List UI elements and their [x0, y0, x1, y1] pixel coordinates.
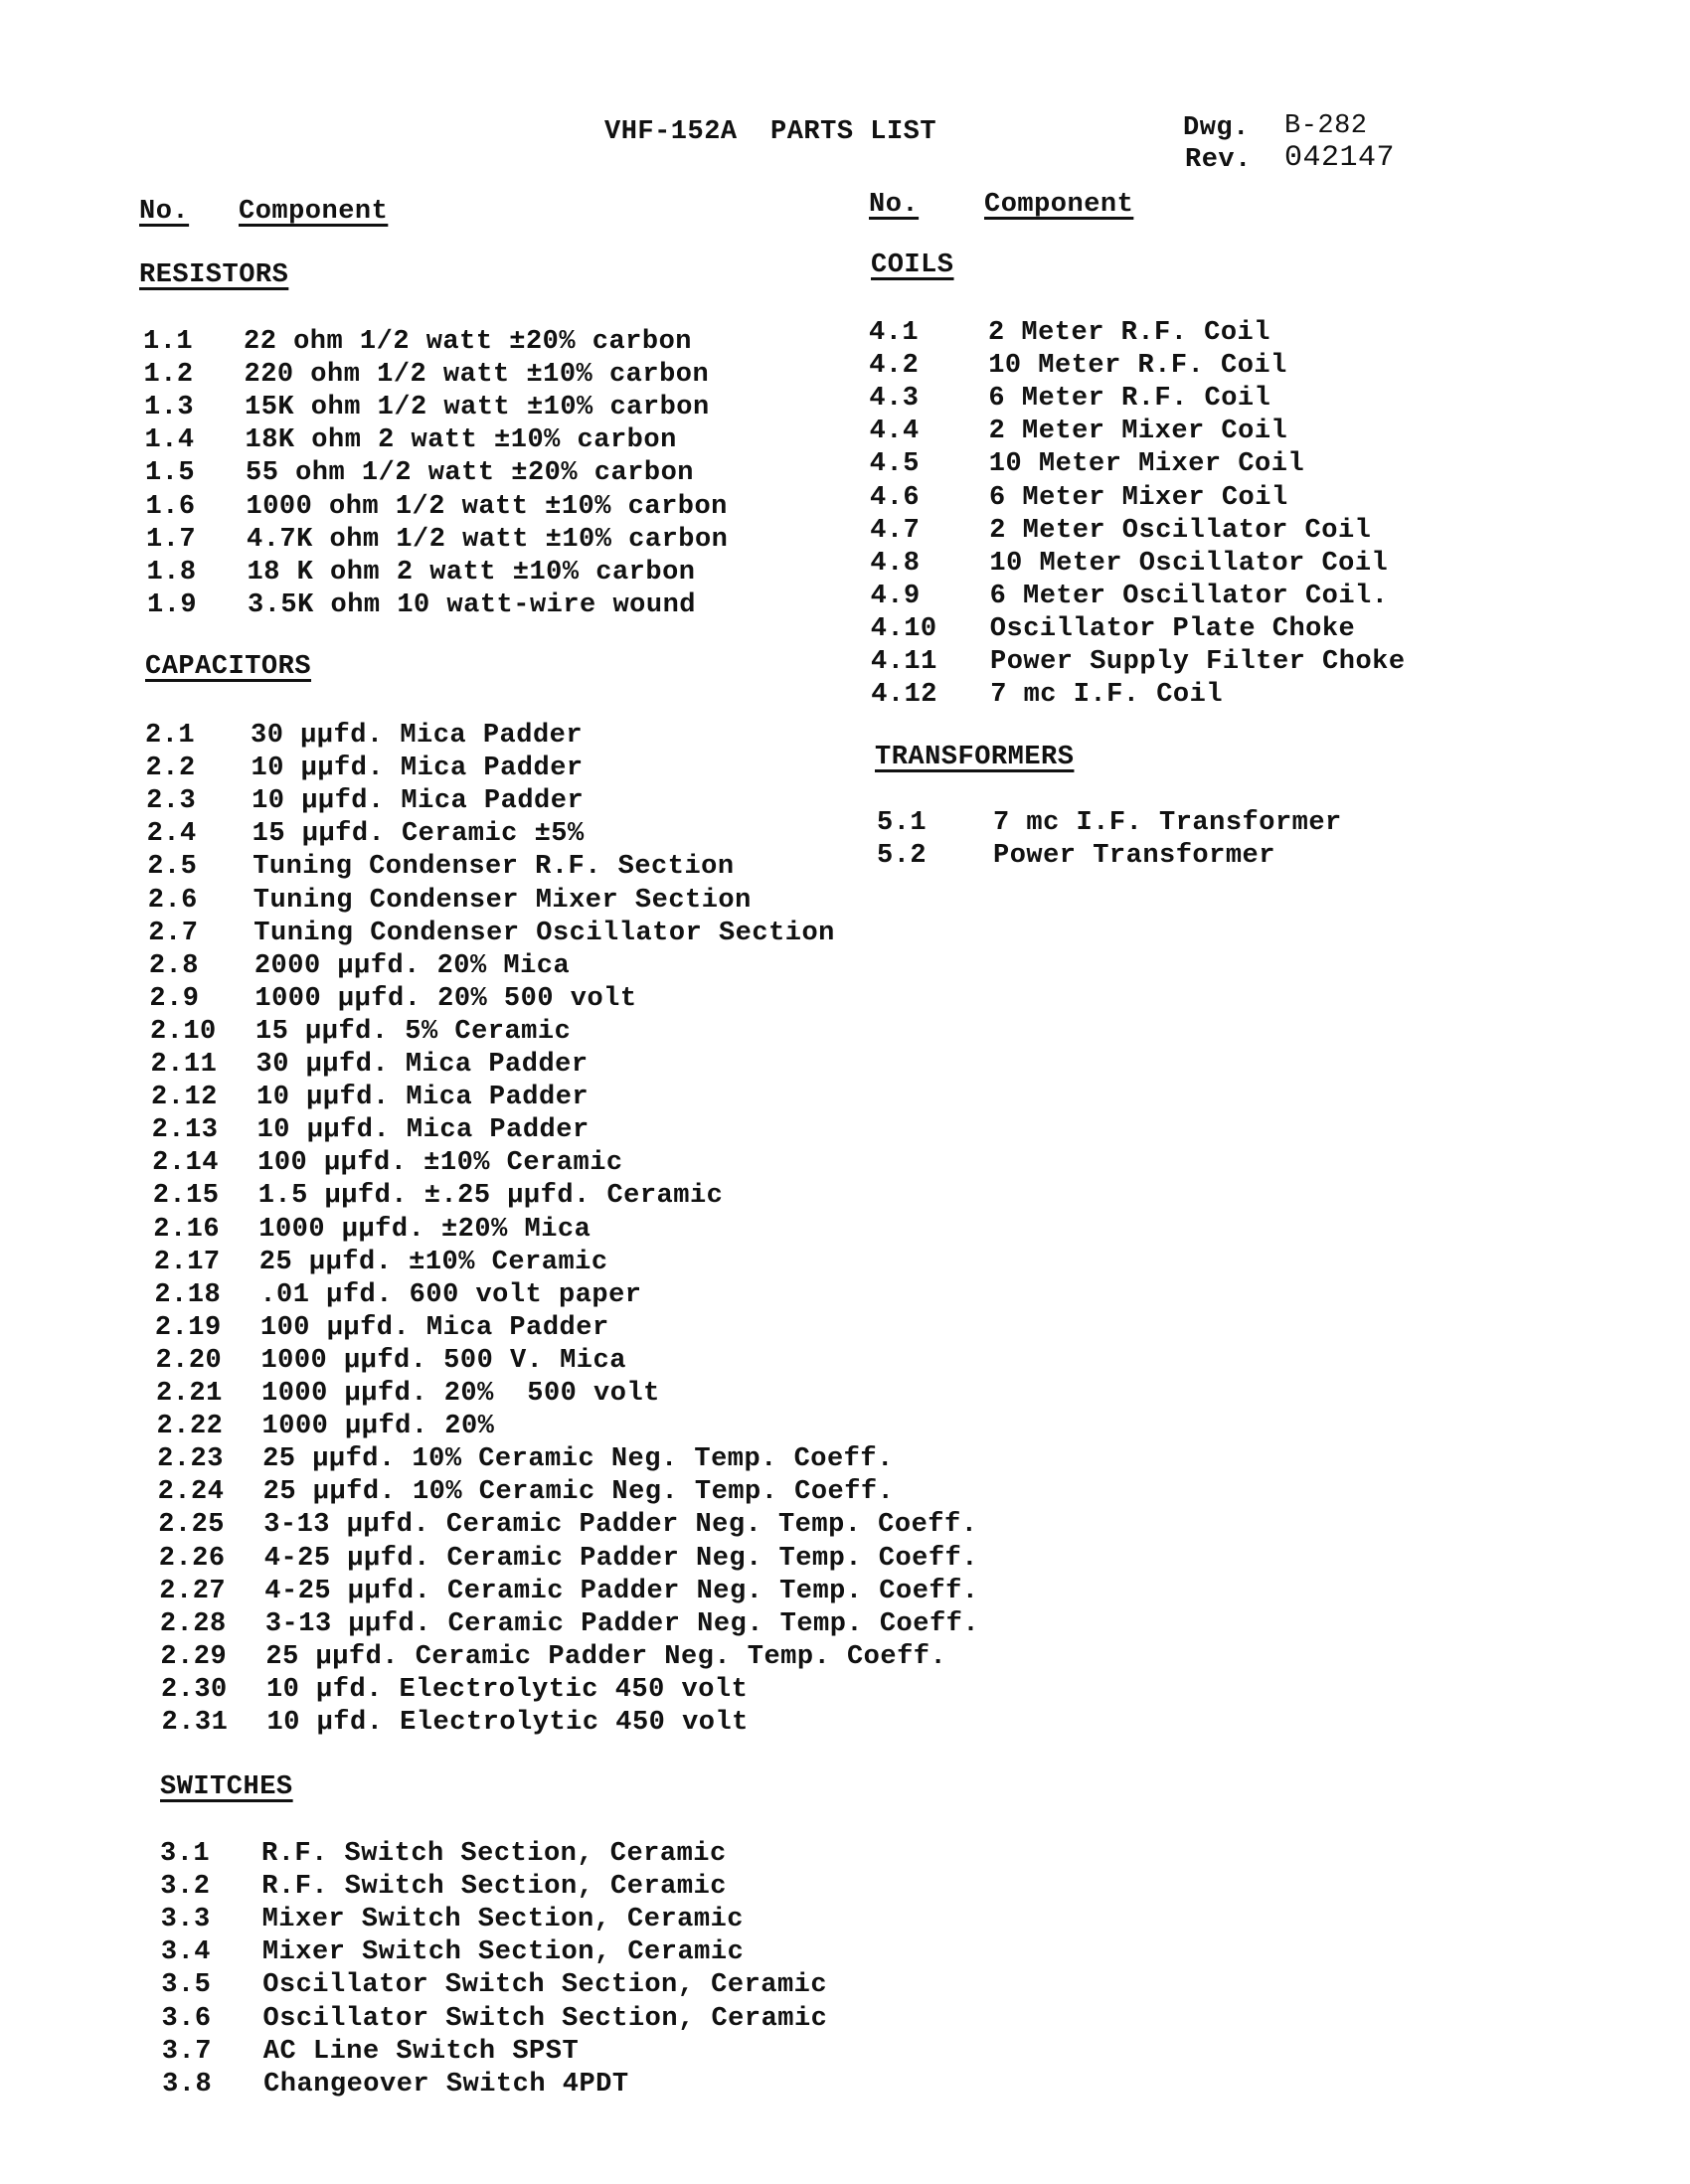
part-number: 3.2 [160, 1872, 211, 1903]
part-number: 3.1 [160, 1839, 211, 1869]
part-number: 2.16 [153, 1214, 221, 1245]
part-description: Oscillator Switch Section, Ceramic [262, 1970, 828, 2001]
left-component-header: Component [239, 197, 389, 227]
part-number: 1.3 [144, 393, 195, 423]
part-number: 2.8 [148, 950, 199, 981]
part-number: 2.25 [158, 1510, 225, 1541]
part-number: 2.6 [147, 885, 198, 916]
part-number: 4.3 [869, 384, 920, 415]
coils-heading: COILS [871, 251, 954, 280]
part-number: 2.13 [151, 1115, 219, 1146]
part-description: Mixer Switch Section, Ceramic [261, 1905, 744, 1935]
part-description: 2000 μμfd. 20% Mica [254, 950, 571, 981]
part-number: 2.12 [151, 1083, 218, 1113]
part-description: 25 μμfd. ±10% Ceramic [258, 1247, 608, 1277]
part-number: 2.7 [148, 918, 199, 948]
part-number: 4.7 [870, 515, 921, 546]
part-description: 6 Meter Oscillator Coil. [989, 581, 1389, 611]
part-number: 4.11 [871, 647, 937, 677]
part-description: 15 μμfd. Ceramic ±5% [252, 819, 585, 850]
part-description: 25 μμfd. 10% Ceramic Neg. Temp. Coeff. [262, 1477, 895, 1508]
part-description: R.F. Switch Section, Ceramic [261, 1872, 727, 1903]
part-number: 2.21 [156, 1379, 223, 1409]
part-number: 2.30 [160, 1674, 228, 1705]
part-number: 1.2 [143, 360, 194, 391]
part-description: AC Line Switch SPST [262, 2036, 580, 2067]
part-number: 4.5 [869, 449, 920, 480]
part-description: 18 K ohm 2 watt ±10% carbon [247, 557, 696, 588]
part-number: 2.9 [149, 983, 200, 1014]
part-description: 1.5 μμfd. ±.25 μμfd. Ceramic [257, 1181, 724, 1212]
part-number: 2.27 [159, 1576, 227, 1606]
part-number: 2.29 [160, 1641, 228, 1672]
part-number: 5.2 [877, 841, 928, 872]
part-number: 1.6 [145, 491, 196, 522]
part-description: 2 Meter Mixer Coil [988, 417, 1288, 447]
part-description: 3.5K ohm 10 watt-wire wound [248, 589, 696, 620]
part-number: 3.5 [161, 1970, 212, 2001]
part-description: 3-13 μμfd. Ceramic Padder Neg. Temp. Coeff. [263, 1510, 978, 1541]
part-description: 22 ohm 1/2 watt ±20% carbon [244, 327, 692, 357]
part-number: 4.2 [869, 351, 920, 382]
transformers-heading: TRANSFORMERS [875, 743, 1075, 772]
part-number: 3.8 [162, 2069, 213, 2100]
part-number: 2.15 [152, 1181, 220, 1212]
part-description: 30 μμfd. Mica Padder [255, 1050, 589, 1080]
part-description: Tuning Condenser R.F. Section [253, 852, 735, 883]
part-number: 4.8 [870, 548, 921, 579]
part-description: 25 μμfd. 10% Ceramic Neg. Temp. Coeff. [262, 1444, 894, 1475]
part-description: 10 μμfd. Mica Padder [256, 1115, 590, 1146]
part-description: 10 μfd. Electrolytic 450 volt [266, 1708, 749, 1738]
part-number: 3.4 [160, 1937, 211, 1968]
part-number: 2.20 [155, 1345, 223, 1376]
part-number: 2.11 [150, 1050, 218, 1080]
right-no-header: No. [869, 190, 920, 220]
part-description: 10 Meter R.F. Coil [988, 351, 1287, 382]
left-no-header: No. [139, 197, 190, 227]
part-description: 1000 μμfd. ±20% Mica [258, 1214, 592, 1245]
part-number: 4.1 [869, 318, 920, 348]
part-description: 30 μμfd. Mica Padder [251, 721, 584, 751]
part-number: 4.10 [870, 613, 937, 644]
revision-label: Rev. [1185, 145, 1252, 175]
part-description: 10 μμfd. Mica Padder [256, 1083, 590, 1113]
part-number: 2.3 [146, 786, 197, 817]
part-number: 4.9 [870, 581, 921, 611]
part-number: 2.5 [147, 852, 198, 883]
part-description: 7 mc I.F. Coil [990, 680, 1224, 711]
part-number: 2.22 [156, 1412, 224, 1442]
capacitors-heading: CAPACITORS [145, 652, 312, 682]
part-number: 2.31 [161, 1708, 229, 1738]
part-description: Tuning Condenser Mixer Section [253, 885, 752, 916]
right-component-header: Component [984, 190, 1134, 220]
part-number: 4.4 [869, 417, 920, 447]
part-number: 2.1 [145, 721, 196, 751]
part-description: 4-25 μμfd. Ceramic Padder Neg. Temp. Coeff. [264, 1576, 979, 1606]
part-number: 2.10 [149, 1016, 217, 1047]
part-description: 6 Meter R.F. Coil [988, 384, 1271, 415]
part-number: 2.28 [159, 1608, 227, 1639]
part-description: 10 Meter Mixer Coil [988, 449, 1305, 480]
part-description: 1000 μμfd. 20% [261, 1412, 495, 1442]
drawing-number: B-282 [1284, 111, 1368, 141]
part-description: 2 Meter R.F. Coil [988, 318, 1270, 348]
part-number: 2.14 [152, 1148, 219, 1179]
part-description: 1000 μμfd. 20% 500 volt [261, 1379, 660, 1409]
part-number: 2.18 [154, 1279, 222, 1310]
part-description: 100 μμfd. Mica Padder [259, 1312, 609, 1343]
drawing-label: Dwg. [1183, 113, 1250, 143]
part-description: 15K ohm 1/2 watt ±10% carbon [245, 393, 710, 423]
part-number: 1.5 [145, 458, 196, 489]
part-description: 3-13 μμfd. Ceramic Padder Neg. Temp. Coeff. [264, 1608, 980, 1639]
part-description: Oscillator Switch Section, Ceramic [262, 2003, 828, 2034]
part-number: 2.24 [157, 1477, 225, 1508]
part-description: 15 μμfd. 5% Ceramic [254, 1016, 572, 1047]
part-description: 7 mc I.F. Transformer [993, 808, 1342, 838]
revision-number: 042147 [1284, 141, 1396, 175]
part-description: 6 Meter Mixer Coil [989, 482, 1288, 513]
part-description: .01 μfd. 600 volt paper [259, 1279, 642, 1310]
part-number: 4.12 [871, 680, 937, 711]
part-number: 2.4 [146, 819, 197, 850]
part-description: Changeover Switch 4PDT [263, 2069, 629, 2100]
part-number: 3.3 [160, 1905, 211, 1935]
part-description: 4.7K ohm 1/2 watt ±10% carbon [247, 524, 729, 555]
part-description: 10 μfd. Electrolytic 450 volt [265, 1674, 749, 1705]
part-description: 100 μμfd. ±10% Ceramic [257, 1148, 623, 1179]
part-description: Oscillator Plate Choke [989, 613, 1356, 644]
part-number: 2.26 [158, 1543, 226, 1574]
part-description: 1000 μμfd. 500 V. Mica [260, 1345, 626, 1376]
part-description: 220 ohm 1/2 watt ±10% carbon [244, 360, 710, 391]
part-number: 1.9 [147, 589, 198, 620]
part-number: 3.6 [161, 2003, 212, 2034]
document-title: VHF-152A PARTS LIST [604, 117, 937, 147]
part-number: 1.8 [146, 557, 197, 588]
part-description: Power Supply Filter Choke [990, 647, 1406, 677]
part-number: 2.2 [145, 754, 196, 784]
part-number: 1.1 [143, 327, 194, 357]
part-description: 55 ohm 1/2 watt ±20% carbon [246, 458, 694, 489]
part-description: Tuning Condenser Oscillator Section [254, 918, 835, 948]
part-description: 1000 μμfd. 20% 500 volt [254, 983, 637, 1014]
part-description: Power Transformer [993, 841, 1275, 872]
part-number: 1.4 [144, 425, 195, 456]
part-description: 4-25 μμfd. Ceramic Padder Neg. Temp. Coeff. [263, 1543, 978, 1574]
part-number: 4.6 [870, 482, 921, 513]
part-description: 2 Meter Oscillator Coil [989, 515, 1372, 546]
part-number: 2.17 [153, 1247, 221, 1277]
resistors-heading: RESISTORS [139, 260, 289, 290]
part-number: 2.23 [157, 1444, 224, 1475]
part-description: 10 μμfd. Mica Padder [251, 754, 584, 784]
part-description: Mixer Switch Section, Ceramic [261, 1937, 745, 1968]
part-description: 25 μμfd. Ceramic Padder Neg. Temp. Coeff. [265, 1641, 947, 1672]
part-number: 5.1 [877, 808, 928, 838]
part-number: 1.7 [146, 524, 197, 555]
part-description: 10 Meter Oscillator Coil [989, 548, 1389, 579]
part-number: 3.7 [161, 2036, 212, 2067]
part-description: R.F. Switch Section, Ceramic [261, 1839, 727, 1869]
part-number: 2.19 [154, 1312, 222, 1343]
switches-heading: SWITCHES [160, 1772, 293, 1802]
part-description: 1000 ohm 1/2 watt ±10% carbon [246, 491, 728, 522]
part-description: 10 μμfd. Mica Padder [252, 786, 585, 817]
part-description: 18K ohm 2 watt ±10% carbon [245, 425, 677, 456]
